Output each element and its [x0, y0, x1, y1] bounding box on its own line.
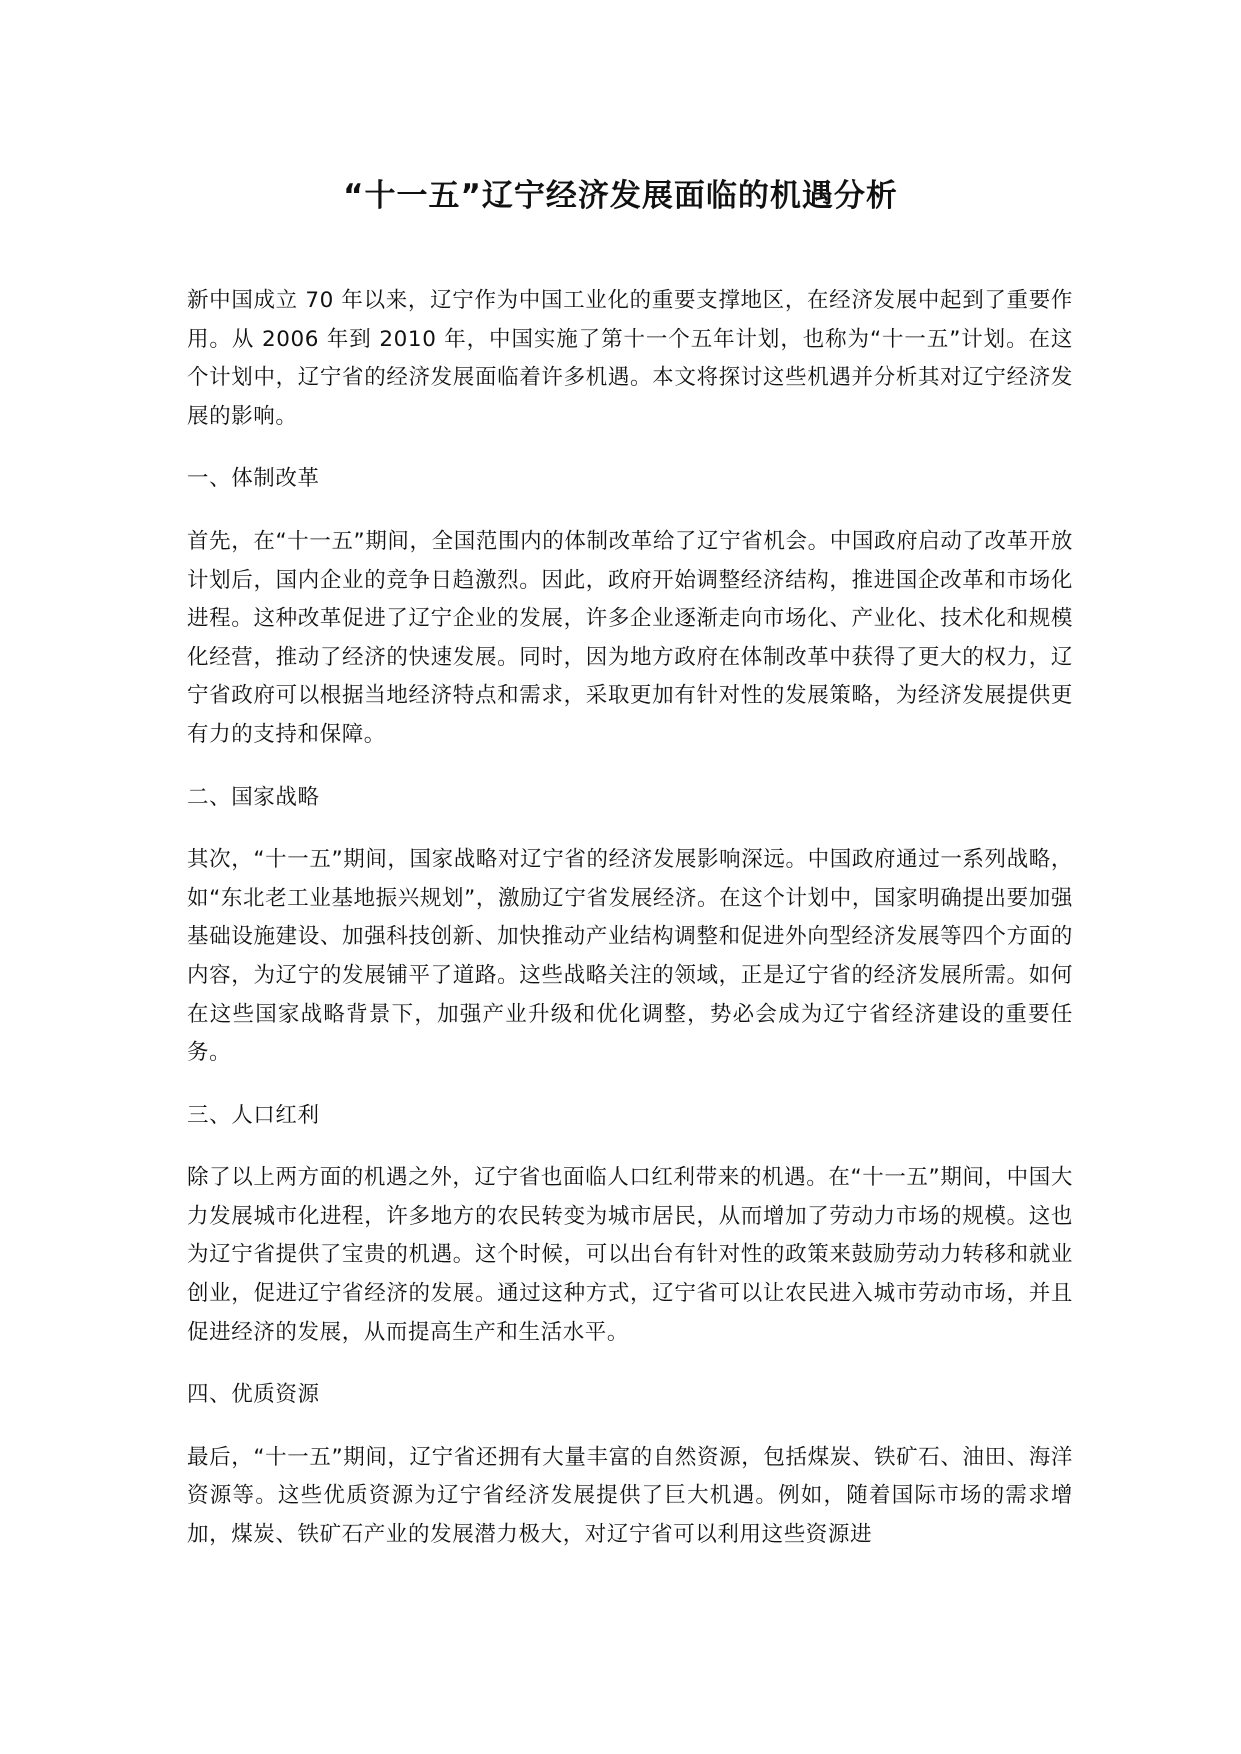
section-heading-strategy: 二、国家战略 — [187, 784, 320, 810]
reform-paragraph: 首先，在“十一五”期间，全国范围内的体制改革给了辽宁省机会。中国政府启动了改革开放计划后，国内企业的竞争日趋激烈。因此，政府开始调整经济结构，推进国企改革和市场化进程。这种改革促进了辽宁企业的发展，许多企业逐渐走向市场化、产业化、技术化和规模化经营，推动了经济的快速发展。同时，因为地方政府在体制改革中获得了更大的权力，辽宁省政府可以根据当地经济特点和需求，采取更加有针对性的发展策略，为经济发展提供更有力的支持和保障。 — [187, 528, 1073, 747]
strategy-paragraph: 其次，“十一五”期间，国家战略对辽宁省的经济发展影响深远。中国政府通过一系列战略，如“东北老工业基地振兴规划”，激励辽宁省发展经济。在这个计划中，国家明确提出要加强基础设施建设、加强科技创新、加快推动产业结构调整和促进外向型经济发展等四个方面的内容，为辽宁的发展铺平了道路。这些战略关注的领域，正是辽宁省的经济发展所需。如何在这些国家战略背景下，加强产业升级和优化调整，势必会成为辽宁省经济建设的重要任务。 — [187, 847, 1073, 1066]
resources-paragraph: 最后，“十一五”期间，辽宁省还拥有大量丰富的自然资源，包括煤炭、铁矿石、油田、海洋资源等。这些优质资源为辽宁省经济发展提供了巨大机遇。例如，随着国际市场的需求增加，煤炭、铁矿石产业的发展潜力极大，对辽宁省可以利用这些资源进 — [187, 1444, 1073, 1548]
document-title: “十一五”辽宁经济发展面临的机遇分析 — [343, 178, 898, 214]
section-heading-reform: 一、体制改革 — [187, 466, 320, 492]
demographic-paragraph: 除了以上两方面的机遇之外，辽宁省也面临人口红利带来的机遇。在“十一五”期间，中国大力发展城市化进程，许多地方的农民转变为城市居民，从而增加了劳动力市场的规模。这也为辽宁省提供了宝贵的机遇。这个时候，可以出台有针对性的政策来鼓励劳动力转移和就业创业，促进辽宁省经济的发展。通过这种方式，辽宁省可以让农民进入城市劳动市场，并且促进经济的发展，从而提高生产和生活水平。 — [187, 1165, 1073, 1345]
intro-paragraph: 新中国成立 70 年以来，辽宁作为中国工业化的重要支撑地区，在经济发展中起到了重要作用。从 2006 年到 2010 年，中国实施了第十一个五年计划，也称为“十一五”计划。在这个计划中，辽宁省的经济发展面临着许多机遇。本文将探讨这些机遇并分析其对辽宁经济发展的影响。 — [187, 288, 1073, 429]
section-heading-resources: 四、优质资源 — [187, 1382, 320, 1408]
document-body — [187, 282, 1073, 1579]
section-heading-demographic: 三、人口红利 — [187, 1102, 320, 1128]
